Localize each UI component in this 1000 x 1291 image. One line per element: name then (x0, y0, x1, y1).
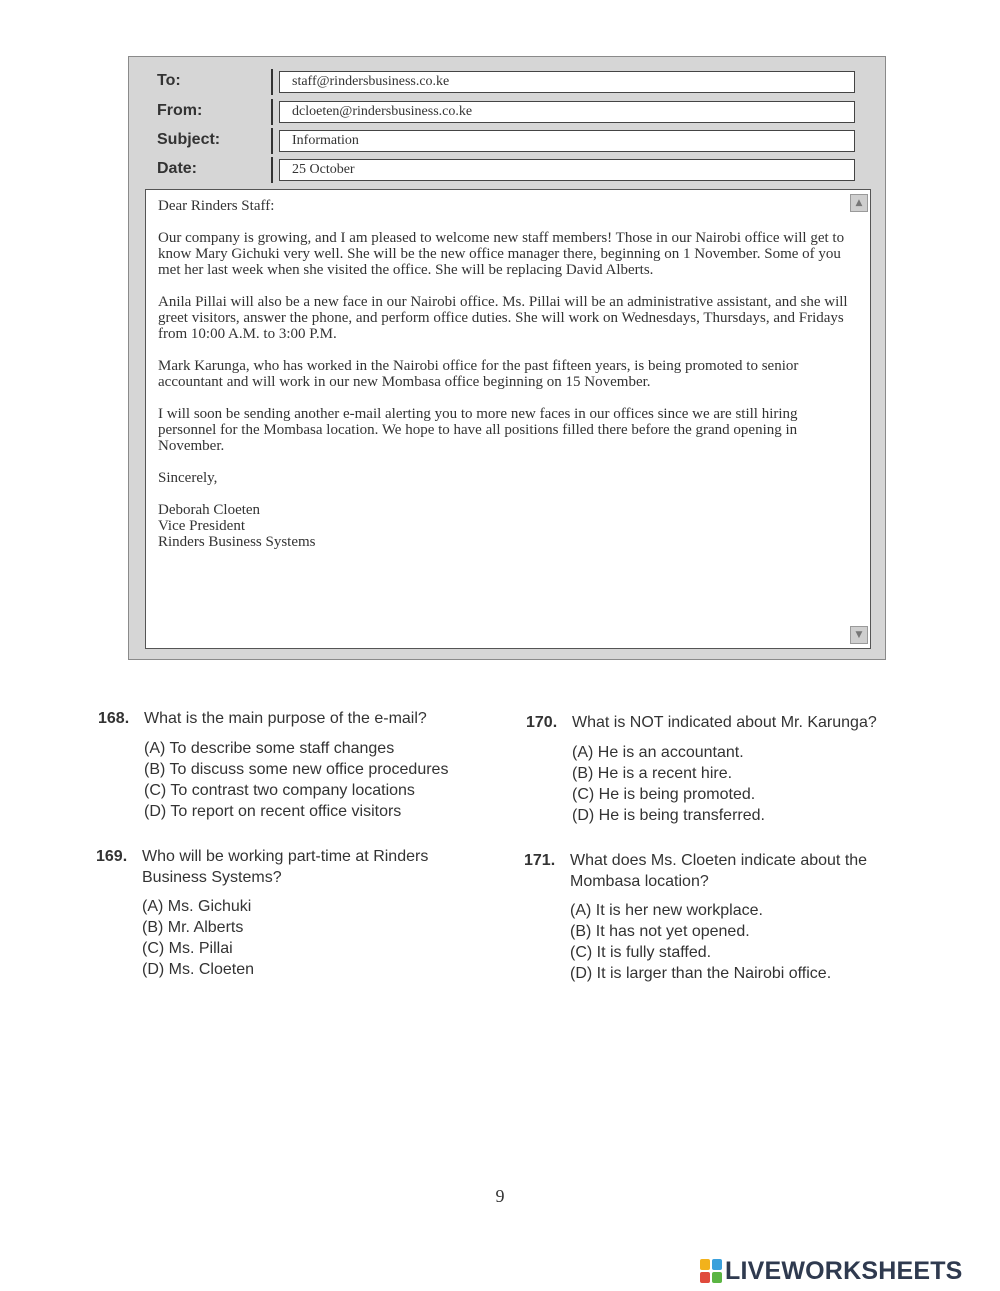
paragraph-1: Our company is growing, and I am pleased to welcome new staff members! Those in our Nairobi office will get to know Mary Gichuki very well. She will be the new office manager there, beginning on 1 November. Some of you met her last week when she visited the office. She will be replacing David Alberts. (158, 230, 845, 278)
email-body-text (158, 198, 848, 550)
scroll-up-icon[interactable]: ▲ (850, 194, 868, 212)
option-c[interactable]: (C) To contrast two company locations (144, 782, 415, 799)
paragraph-2: Anila Pillai will also be a new face in our Nairobi office. Ms. Pillai will be an administrative assistant, and she will greet visitors, answer the phone, and perform office duties. She will work on Wednesdays, Thursdays, and Fridays from 10:00 A.M. to 3:00 P.M. (158, 294, 848, 342)
question-stem: What does Ms. Cloeten indicate about the Mombasa location? (570, 852, 868, 890)
option-d[interactable]: (D) To report on recent office visitors (144, 803, 402, 820)
paragraph-4: I will soon be sending another e-mail alerting you to more new faces in our offices since we are still hiring personnel for the Mombasa location. We hope to have all positions filled there before the grand opening in November. (158, 406, 798, 454)
closing: Sincerely, (158, 470, 218, 486)
from-field[interactable]: dcloeten@rindersbusiness.co.ke (279, 101, 855, 123)
option-b[interactable]: (B) He is a recent hire. (572, 765, 733, 782)
brand-name: LIVEWORKSHEETS (725, 1256, 963, 1285)
question-stem: What is NOT indicated about Mr. Karunga? (572, 714, 877, 731)
option-b[interactable]: (B) To discuss some new office procedures (144, 761, 449, 778)
page-number: 9 (495, 1186, 505, 1206)
to-field[interactable]: staff@rindersbusiness.co.ke (279, 71, 855, 93)
signature-company: Rinders Business Systems (158, 534, 316, 550)
question-number: 169. (96, 848, 128, 865)
email-body[interactable] (145, 189, 871, 649)
option-a[interactable]: (A) To describe some staff changes (144, 740, 395, 757)
option-list (142, 896, 254, 980)
date-field[interactable]: 25 October (279, 159, 855, 181)
option-b[interactable]: (B) It has not yet opened. (570, 923, 750, 940)
question-number: 168. (98, 710, 130, 727)
option-a[interactable]: (A) It is her new workplace. (570, 902, 763, 919)
logo-icon (700, 1259, 722, 1283)
option-d[interactable]: (D) Ms. Cloeten (142, 961, 255, 978)
paragraph-3: Mark Karunga, who has worked in the Nairobi office for the past fifteen years, is being promoted to senior accountant and will work in our new Mombasa office beginning on 15 November. (158, 358, 799, 390)
field-divider (271, 69, 273, 95)
option-a[interactable]: (A) He is an accountant. (572, 744, 744, 761)
date-label: Date: (157, 160, 198, 177)
field-divider (271, 157, 273, 183)
question-stem: What is the main purpose of the e-mail? (144, 710, 427, 727)
option-c[interactable]: (C) It is fully staffed. (570, 944, 712, 961)
option-c[interactable]: (C) Ms. Pillai (142, 940, 233, 957)
subject-field[interactable]: Information (279, 130, 855, 152)
scroll-down-icon[interactable]: ▼ (850, 626, 868, 644)
question-number: 171. (524, 852, 556, 869)
question-number: 170. (526, 714, 558, 731)
signature-title: Vice President (158, 518, 245, 534)
subject-label: Subject: (157, 131, 221, 148)
field-divider (271, 128, 273, 154)
email-window (128, 56, 886, 660)
option-d[interactable]: (D) It is larger than the Nairobi office. (570, 965, 832, 982)
option-c[interactable]: (C) He is being promoted. (572, 786, 756, 803)
option-b[interactable]: (B) Mr. Alberts (142, 919, 244, 936)
greeting: Dear Rinders Staff: (158, 198, 275, 214)
scrollbar[interactable] (850, 194, 868, 644)
field-divider (271, 99, 273, 125)
option-list (572, 742, 765, 826)
to-label: To: (157, 72, 181, 89)
from-label: From: (157, 102, 203, 119)
option-list (144, 738, 448, 822)
option-d[interactable]: (D) He is being transferred. (572, 807, 765, 824)
signature-name: Deborah Cloeten (158, 502, 261, 518)
question-stem: Who will be working part-time at Rinders Business Systems? (142, 848, 429, 886)
option-list (570, 900, 831, 984)
brand-logo[interactable] (700, 1256, 963, 1286)
option-a[interactable]: (A) Ms. Gichuki (142, 898, 252, 915)
